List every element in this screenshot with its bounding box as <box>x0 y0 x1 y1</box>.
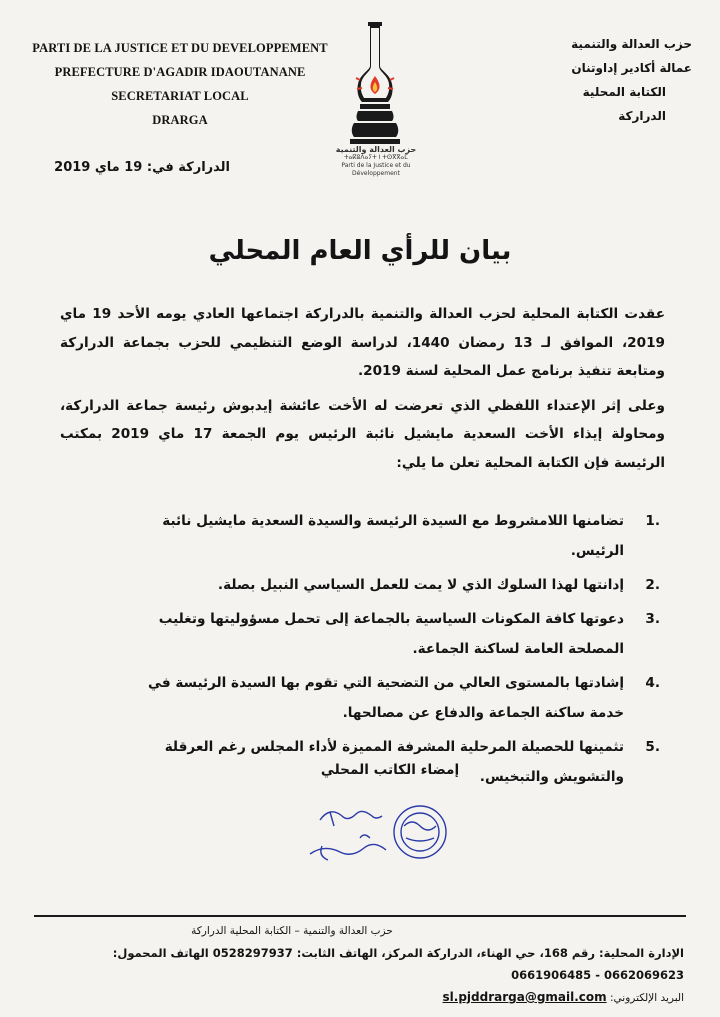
paragraph: عقدت الكتابة المحلية لحزب العدالة والتنمية بالدراركة اجتماعها العادي يومه الأحد 19 ماي 2019، الموافق لـ 13 رمضان 1440، لدراسة الوضع التنظيمي للحزب بجماعة الدراركة ومتابعة تنفيذ برنامج عمل المحلية لسنة 2019. <box>60 306 666 379</box>
footer <box>40 920 684 1009</box>
footer-divider <box>34 915 686 917</box>
paragraph: وعلى إثر الإعتداء اللفظي الذي تعرضت له الأخت عائشة إيدبوش رئيسة جماعة الدراركة، ومحاولة إيذاء الأخت السعدية مايشيل نائبة الرئيس يوم الجمعة 17 ماي 2019 بمكتب الرئيسة فإن الكتابة المحلية تعلن ما يلي: <box>60 397 665 471</box>
logo-caption <box>326 146 426 178</box>
header-left-french <box>20 36 340 132</box>
list-item <box>50 506 660 566</box>
logo-caption-tifinagh: ⵜⴰⴽⵓⴷⴰⵢⵜ ⵏ ⵜⵙⴳⴳⴰⵎ <box>343 154 409 161</box>
item-number: 5. <box>645 739 660 755</box>
list-item <box>50 668 660 728</box>
item-number: 1. <box>645 513 660 529</box>
footer-email-row <box>40 986 684 1009</box>
locality-ar: الدراركة <box>618 109 666 123</box>
footer-address: الإدارة المحلية: رقم 168، حي الهناء، الدراركة المركز، الهاتف الثابت: 0528297937 الهاتف المحمول: 0662069623 - 0661906485 <box>112 946 684 982</box>
secretariat-fr: SECRETARIAT LOCAL <box>111 89 249 103</box>
header-right-arabic <box>522 32 692 128</box>
item-text: تضامنها اللامشروط مع السيدة الرئيسة والسيدة السعدية مايشيل نائبة الرئيس. <box>162 513 624 559</box>
logo-caption-french: Parti de la Justice et du Développement <box>341 162 411 177</box>
item-number: 3. <box>645 611 660 627</box>
declaration-list <box>50 506 660 796</box>
logo-caption-arabic: حزب العدالة والتنمية <box>335 145 417 154</box>
prefecture-ar: عمالة أكادير إداوتنان <box>571 61 692 75</box>
locality-fr: DRARGA <box>152 113 208 127</box>
signature-title: إمضاء الكاتب المحلي <box>320 762 460 778</box>
email-link[interactable]: sl.pjddrarga@gmail.com <box>442 990 607 1004</box>
list-item <box>50 604 660 664</box>
statement-body <box>60 300 665 483</box>
item-text: تثمينها للحصيلة المرحلية المشرفة المميزة لأداء المجلس رغم العرقلة والتشويش والتبخيس. <box>164 739 624 785</box>
item-number: 2. <box>645 577 660 593</box>
party-name-fr: PARTI DE LA JUSTICE ET DU DEVELOPPEMENT <box>32 41 328 55</box>
email-label: البريد الإلكتروني: <box>610 992 684 1004</box>
party-name-ar: حزب العدالة والتنمية <box>571 37 692 51</box>
footer-party-line: حزب العدالة والتنمية – الكتابة المحلية الدراركة <box>191 925 393 937</box>
prefecture-fr: PREFECTURE D'AGADIR IDAOUTANANE <box>54 65 306 79</box>
item-text: إدانتها لهذا السلوك الذي لا يمت للعمل السياسي النبيل بصلة. <box>217 577 624 593</box>
page-title: بيان للرأي العام المحلي <box>208 236 512 266</box>
item-text: إشادتها بالمستوى العالي من التضحية التي تقوم بها السيدة الرئيسة في خدمة ساكنة الجماعة والدفاع عن مصالحها. <box>147 675 624 721</box>
item-number: 4. <box>645 675 660 691</box>
signature-stamp-icon <box>300 790 460 890</box>
item-text: دعوتها كافة المكونات السياسية بالجماعة إلى تحمل مسؤوليتها وتغليب المصلحة العامة لساكنة الجماعة. <box>158 611 624 657</box>
list-item <box>50 570 660 600</box>
secretariat-ar: الكتابة المحلية <box>582 85 666 99</box>
document-date: الدراركة في: 19 ماي 2019 <box>54 160 230 175</box>
